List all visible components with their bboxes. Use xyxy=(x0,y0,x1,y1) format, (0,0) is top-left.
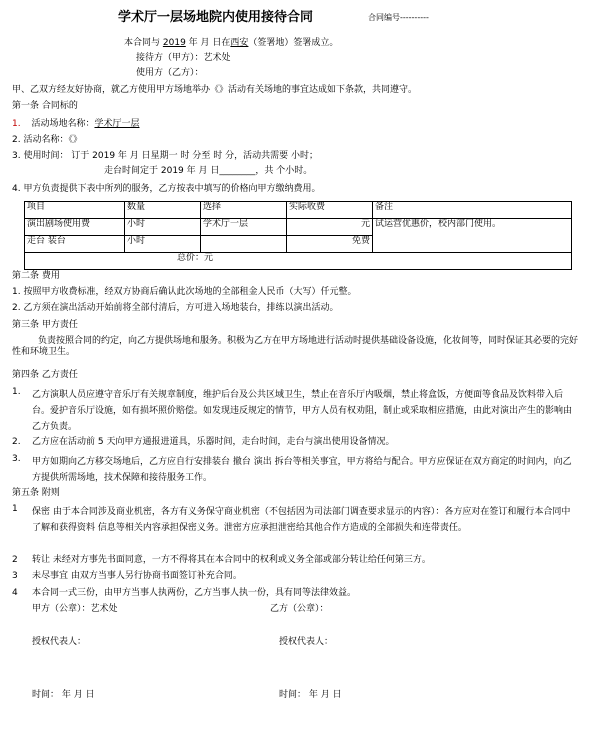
party-b: 使用方（乙方）： xyxy=(136,68,204,78)
article-5-num-1: 1 xyxy=(12,504,18,514)
article-1-item-3b: 走台时间定于 2019 年 月 日________，共 个小时。 xyxy=(104,166,313,176)
table-header: 选择 xyxy=(201,202,287,219)
signature-rep-b: 授权代表人： xyxy=(279,637,334,647)
table-header: 实际收费 xyxy=(287,202,373,219)
article-4-num-2: 2. xyxy=(12,437,21,447)
table-total: 总价：元 xyxy=(25,253,572,270)
article-5-item-4: 本合同一式三份，由甲方当事人执两份，乙方当事人执一份，具有同等法律效益。 xyxy=(32,588,357,598)
table-header: 备注 xyxy=(373,202,572,219)
table-row xyxy=(25,219,572,236)
article-2-item-2: 2. 乙方须在演出活动开始前将全部付清后，方可进入场地装台，排练以演出活动。 xyxy=(12,303,339,313)
article-5-num-3: 3 xyxy=(12,571,18,581)
article-4-heading: 第四条 乙方责任 xyxy=(12,370,78,380)
article-5-item-2: 转让 未经对方事先书面同意，一方不得将其在本合同中的权利或义务全部或部分转让给任何第三方。 xyxy=(32,555,431,565)
signature-party-a: 甲方（公章）：艺术处 xyxy=(32,604,118,614)
signature-date-a: 时间： 年 月 日 xyxy=(32,690,95,700)
article-1-item-3a: 3. 使用时间： 订于 2019 年 月 日星期一 时 分至 时 分，活动共需要 小时； xyxy=(12,151,318,161)
article-5-item-1: 保密 由于本合同涉及商业机密，各方有义务保守商业机密（不包括因为司法部门调查要求显示的内容）：各方应对在签订和履行本合同中了解和获得资料 信息等相关内容承担保密义务。泄密方应承担泄密给其他合作方造成的全部损失和连带责任。 xyxy=(32,507,571,533)
table-total-row xyxy=(25,253,572,270)
article-1-heading: 第一条 合同标的 xyxy=(12,101,78,111)
signature-date-b: 时间： 年 月 日 xyxy=(279,690,342,700)
table-cell: 小时 xyxy=(125,236,201,253)
contract-title: 学术厅一层场地院内使用接待合同 xyxy=(118,10,314,25)
table-remark: 试运营优惠价，校内部门使用。 xyxy=(373,219,572,253)
article-4-num-1: 1. xyxy=(12,387,21,397)
article-5-item-3: 未尽事宜 由双方当事人另行协商书面签订补充合同。 xyxy=(32,571,242,581)
service-table xyxy=(24,201,572,270)
table-cell: 元 xyxy=(287,219,373,236)
article-2-heading: 第二条 费用 xyxy=(12,271,60,281)
article-4-item-1: 乙方演职人员应遵守音乐厅有关规章制度，维护后台及公共区域卫生，禁止在音乐厅内吸烟，禁止将盒饭，方便面等食品及饮料带入后台。爱护音乐厅设施，如有损坏照价赔偿。如发现违反规定的情节，甲方人员有权劝阻，制止或采取相应措施，由此对演出产生的影响由乙方负责。 xyxy=(32,390,573,432)
table-header: 项目 xyxy=(25,202,125,219)
table-cell: 免费 xyxy=(287,236,373,253)
table-header: 数量 xyxy=(125,202,201,219)
preamble: 甲、乙双方经友好协商，就乙方使用甲方场地举办《》活动有关场地的事宜达成如下条款，共同遵守。 xyxy=(12,85,418,95)
article-4-num-3: 3. xyxy=(12,454,21,464)
article-2-item-1: 1. 按照甲方收费标准，经双方协商后确认此次场地的全部租金人民币（大写）仟元整。 xyxy=(12,287,357,297)
contract-number: 合同编号---------- xyxy=(368,13,429,22)
article-1-item-1: 1. 活动场地名称：学术厅一层 xyxy=(12,119,140,129)
signature-rep-a: 授权代表人： xyxy=(32,637,87,647)
article-5-num-2: 2 xyxy=(12,555,18,565)
table-cell: 走台 装台 xyxy=(25,236,125,253)
table-cell: 演出剧场使用费 xyxy=(25,219,125,236)
signature-party-b: 乙方（公章）： xyxy=(270,604,329,614)
article-1-item-4: 4. 甲方负责提供下表中所列的服务，乙方按表中填写的价格向甲方缴纳费用。 xyxy=(12,184,321,194)
party-a: 接待方（甲方）：艺术处 xyxy=(136,53,231,63)
article-3-heading: 第三条 甲方责任 xyxy=(12,320,78,330)
table-header-row xyxy=(25,202,572,219)
article-3-body: 负责按照合同的约定，向乙方提供场地和服务。积极为乙方在甲方场地进行活动时提供基础设备设施，化妆间等，同时保证其必要的完好性和环境卫生。 xyxy=(12,336,579,358)
sign-line: 本合同与 2019 年 月 日在西安（签署地）签署成立。 xyxy=(124,38,339,48)
table-cell: 小时 xyxy=(125,219,201,236)
article-4-item-3: 甲方如期向乙方移交场地后，乙方应自行安排装台 撤台 演出 拆台等相关事宜，甲方将给与配合。甲方应保证在双方商定的时间内，向乙方提供所需场地，技术保障和接待服务工作。 xyxy=(32,457,572,483)
article-4-item-2: 乙方应在活动前 5 天向甲方通报进道具，乐器时间，走台时间，走台与演出使用设备情况。 xyxy=(32,437,395,447)
article-5-heading: 第五条 附则 xyxy=(12,488,60,498)
table-cell: 学术厅一层 xyxy=(201,219,287,236)
article-5-num-4: 4 xyxy=(12,588,18,598)
article-1-item-2: 2. 活动名称：《》 xyxy=(12,135,82,145)
table-cell xyxy=(201,236,287,253)
